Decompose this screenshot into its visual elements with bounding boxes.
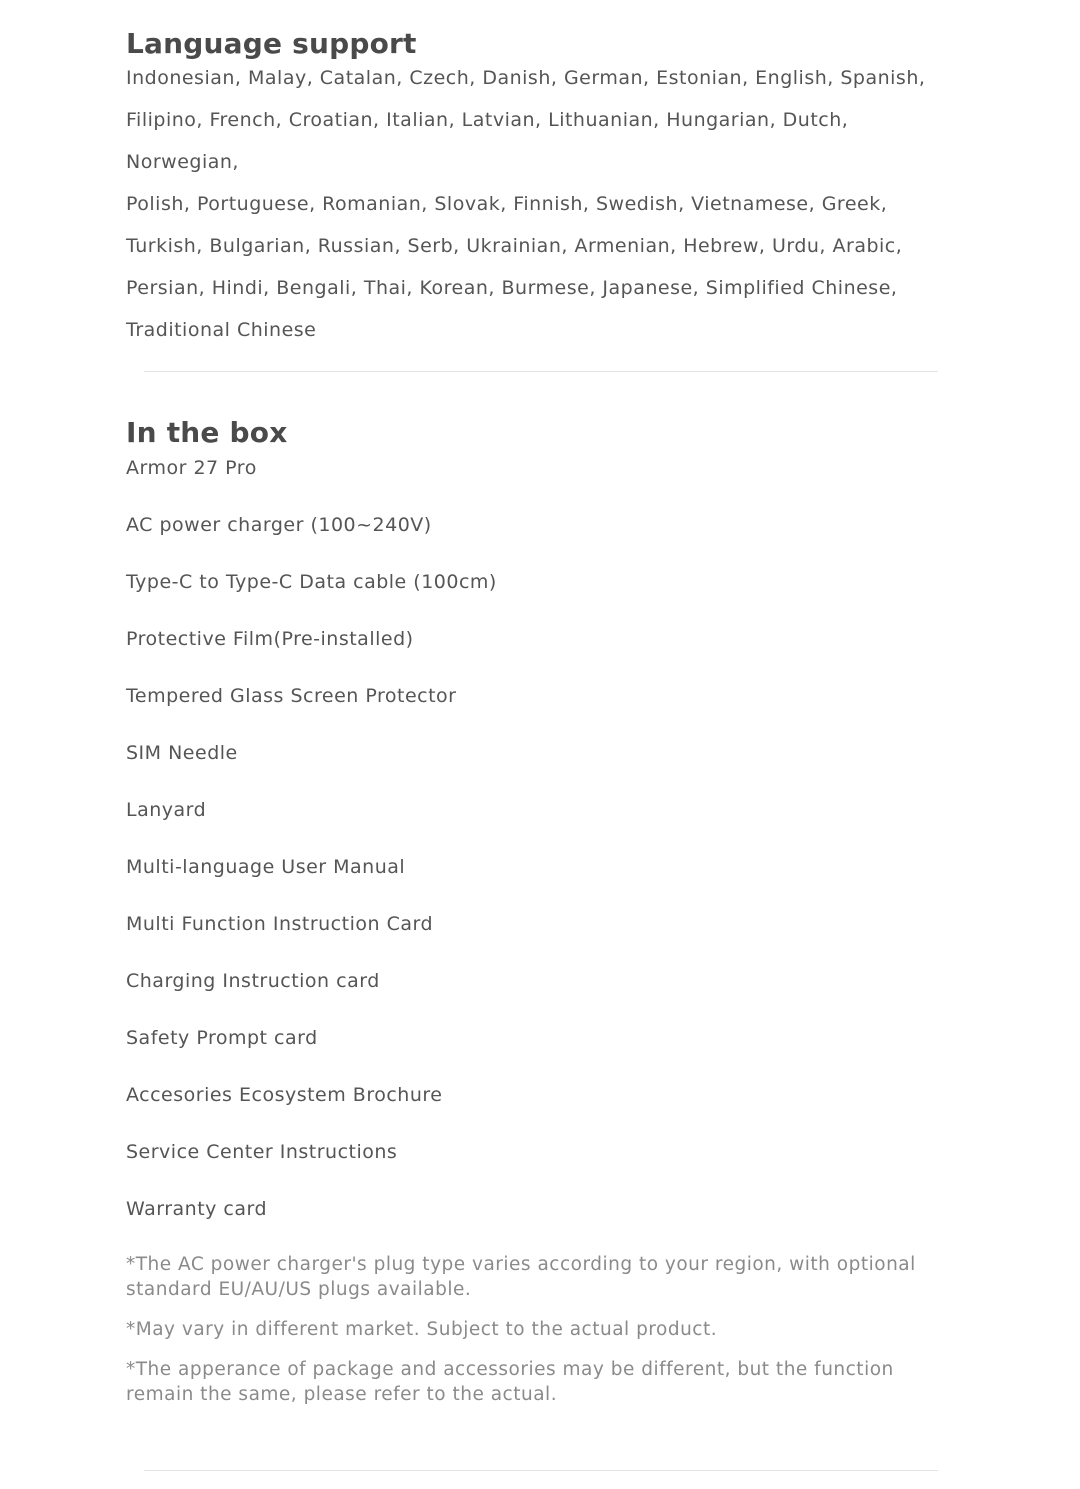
section-divider [144, 371, 938, 372]
language-line: Persian, Hindi, Bengali, Thai, Korean, Burmese, Japanese, Simplified Chinese, [126, 277, 898, 299]
list-item: AC power charger (100~240V) [126, 514, 432, 536]
list-item: Multi Function Instruction Card [126, 913, 434, 935]
footnote-plug-type: *The AC power charger's plug type varies according to your region, with optional standard EU/AU/US plugs available. [126, 1254, 916, 1300]
box-contents-list [126, 455, 966, 1222]
language-line: Turkish, Bulgarian, Russian, Serb, Ukrainian, Armenian, Hebrew, Urdu, Arabic, [126, 235, 903, 257]
in-the-box-section [126, 416, 966, 1222]
list-item: SIM Needle [126, 742, 238, 764]
language-line: Polish, Portuguese, Romanian, Slovak, Finnish, Swedish, Vietnamese, Greek, [126, 193, 888, 215]
language-line: Filipino, French, Croatian, Italian, Latvian, Lithuanian, Hungarian, Dutch, Norwegian, [126, 109, 849, 173]
footnote-market: *May vary in different market. Subject to the actual product. [126, 1319, 718, 1340]
list-item: Warranty card [126, 1198, 268, 1220]
footnote-appearance: *The apperance of package and accessories may be different, but the function remain the same, please refer to the actual. [126, 1359, 894, 1405]
section-divider [144, 1470, 938, 1471]
language-line: Indonesian, Malay, Catalan, Czech, Danish, German, Estonian, English, Spanish, [126, 67, 926, 89]
language-list [126, 57, 966, 351]
list-item: Service Center Instructions [126, 1141, 398, 1163]
footnotes [126, 1252, 966, 1407]
list-item: Lanyard [126, 799, 207, 821]
list-item: Type-C to Type-C Data cable (100cm) [126, 571, 497, 593]
list-item: Tempered Glass Screen Protector [126, 685, 457, 707]
in-the-box-title: In the box [126, 416, 288, 449]
list-item: Protective Film(Pre-installed) [126, 628, 414, 650]
list-item: Multi-language User Manual [126, 856, 406, 878]
language-support-title: Language support [126, 27, 417, 60]
language-support-section [126, 27, 966, 351]
list-item: Safety Prompt card [126, 1027, 318, 1049]
language-line: Traditional Chinese [126, 319, 317, 341]
list-item: Armor 27 Pro [126, 457, 257, 479]
list-item: Charging Instruction card [126, 970, 380, 992]
list-item: Accesories Ecosystem Brochure [126, 1084, 443, 1106]
